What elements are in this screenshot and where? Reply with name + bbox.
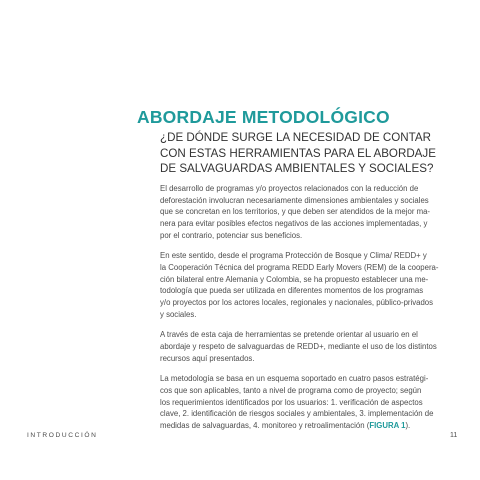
text-line: recursos aquí presentados. (160, 353, 255, 363)
text-line: A través de esta caja de herramientas se pretende orientar al usuario en el (160, 330, 418, 340)
text-line: cos que son aplicables, tanto a nivel de programa como de proyecto; según (160, 385, 422, 395)
footer-page-number: 11 (450, 432, 458, 439)
text-line: La metodología se basa en un esquema soportado en cuatro pasos estratégi- (160, 374, 429, 384)
text-line: y sociales. (160, 309, 197, 319)
paragraph-4 (160, 373, 442, 432)
text-line: por el contrario, potenciar sus beneficios. (160, 230, 303, 240)
text-line: la Cooperación Técnica del programa REDD Early Movers (REM) de la coopera- (160, 263, 439, 273)
body-text (160, 183, 442, 441)
subtitle-line: CON ESTAS HERRAMIENTAS PARA EL ABORDAJE (160, 146, 436, 160)
footer-section-label: INTRODUCCIÓN (27, 432, 98, 439)
text-line: nera para evitar posibles efectos negativos de las acciones implementadas, y (160, 219, 428, 229)
text-line: clave, 2. identificación de riesgos sociales y ambientales, 3. implementación de (160, 409, 434, 419)
paragraph-3 (160, 329, 442, 364)
paragraph-1 (160, 183, 442, 242)
text-line: En este sentido, desde el programa Protección de Bosque y Clima/ REDD+ y (160, 251, 427, 261)
paragraph-2 (160, 250, 442, 320)
subtitle-line: DE SALVAGUARDAS AMBIENTALES Y SOCIALES? (160, 162, 434, 175)
subtitle-line: ¿DE DÓNDE SURGE LA NECESIDAD DE CONTAR (160, 131, 431, 144)
text-line-with-figure-ref (160, 420, 442, 432)
text-line: y/o proyectos por los actores locales, regionales y nacionales, público-privados (160, 298, 434, 308)
text-line: los requerimientos identificados por los usuarios: 1. verificación de aspectos (160, 397, 423, 407)
text-fragment: medidas de salvaguardas, 4. monitoreo y retroalimentación ( (160, 421, 370, 431)
text-line: El desarrollo de programas y/o proyectos relacionados con la reducción de (160, 184, 419, 193)
text-line: abordaje y respeto de salvaguardas de REDD+, mediante el uso de los distintos (160, 342, 437, 352)
figure-reference-link[interactable]: FIGURA 1 (369, 421, 406, 431)
text-line: ción bilateral entre Alemania y Colombia, se ha propuesto establecer una me- (160, 274, 429, 284)
text-line: que se concretan en los territorios, y que deben ser atendidos de la mejor ma- (160, 207, 431, 217)
section-subtitle (160, 130, 460, 177)
text-line: todología que pueda ser utilizada en diferentes momentos de los programas (160, 286, 424, 296)
text-line: deforestación involucran necesariamente dimensiones ambientales y sociales (160, 195, 429, 205)
text-fragment: ). (405, 421, 411, 431)
section-title: ABORDAJE METODOLÓGICO (137, 107, 390, 127)
